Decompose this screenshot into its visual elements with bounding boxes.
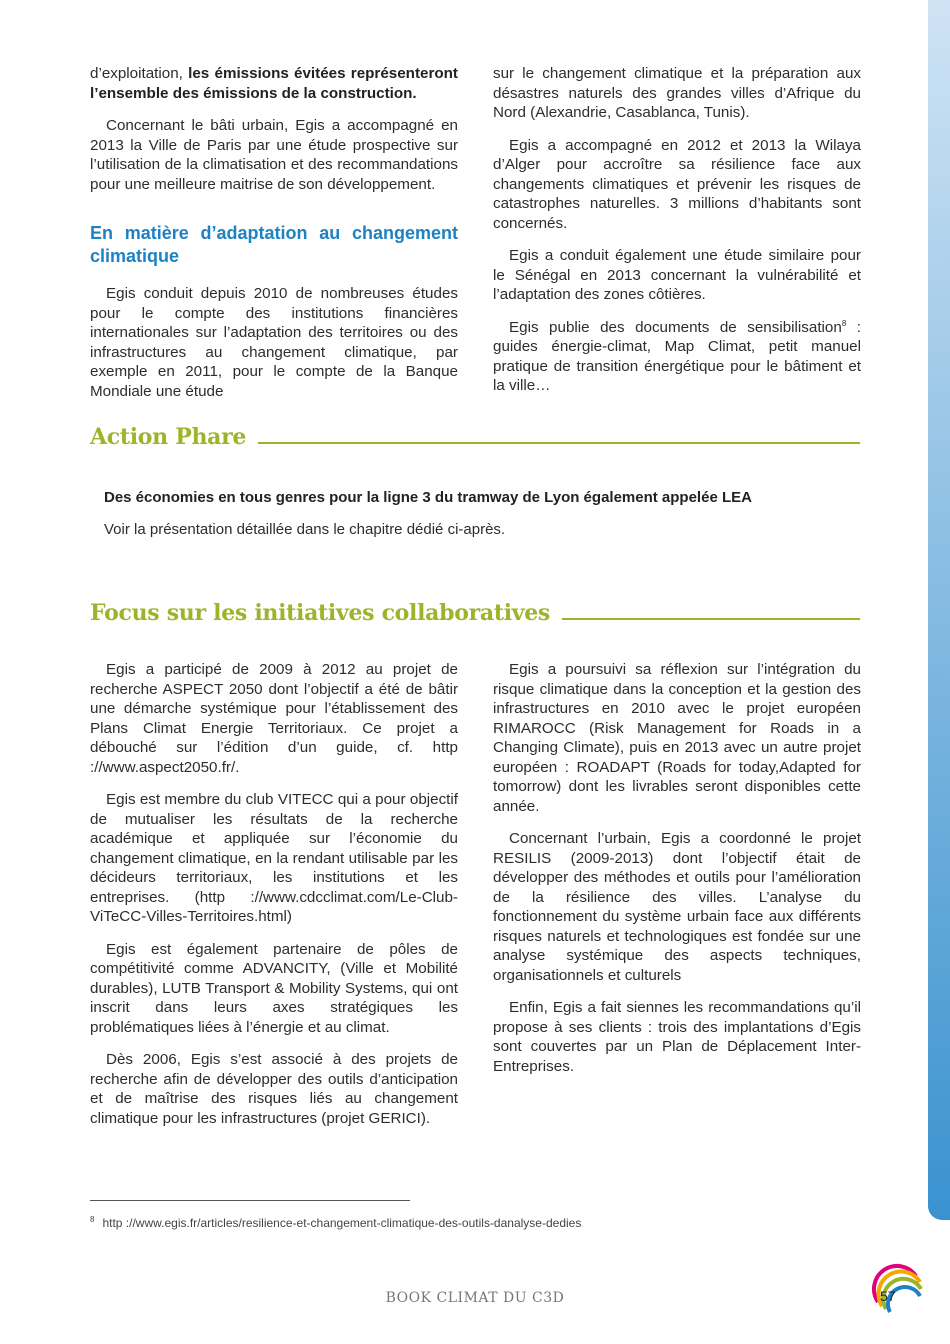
side-color-strip [928, 0, 950, 1220]
action-phare-header [90, 424, 860, 450]
action-text: Voir la présentation détaillée dans le chapitre dédié ci-après. [104, 521, 506, 538]
paragraph: Egis conduit depuis 2010 de nombreuses études pour le compte des institutions financières internationales sur l’adaptation des territoires ou des infrastructures au changement climatique, par exemple en 2011, pour le compte de la Banque Mondiale une étude [90, 285, 458, 400]
top-right-column [493, 64, 861, 409]
focus-right-column [493, 660, 861, 1089]
paragraph: Egis a poursuivi sa réflexion sur l’intégration du risque climatique dans la conception et la gestion des infrastructures en 2010 avec le projet européen RIMAROCC (Risk Management for Roads in a Changing Climate), puis en 2013 avec un autre projet européen : ROADAPT (Roads for today,Adapted for tomorrow) dont les livrables seront disponibles cette année. [493, 661, 861, 815]
paragraph [493, 318, 861, 396]
footer-book-title: BOOK CLIMAT DU C3D [385, 1290, 565, 1306]
paragraph: Concernant l’urbain, Egis a coordonné le projet RESILIS (2009-2013) dont l’objectif était de développer des méthodes et outils pour l’amélioration de la résilience des villes. L’analyse du fonctionnement du système urbain face aux différents risques naturels et technologiques est fondée sur une analyse systémique des aspects techniques, organisationnels et culturels [493, 830, 861, 984]
paragraph-text: : guides énergie-climat, Map Climat, petit manuel pratique de transition énergétique pour le bâtiment et la ville… [493, 318, 861, 394]
paragraph-text: d’exploitation, [90, 65, 189, 82]
paragraph-text: Egis publie des documents de sensibilisation [509, 318, 842, 336]
top-left-column [90, 64, 458, 414]
section-rule [562, 618, 860, 620]
paragraph: Egis est membre du club VITECC qui a pour objectif de mutualiser les résultats de la recherche académique et appliquée sur l’économie du changement climatique, en la rendant utilisable par les décideurs territoriaux, les institutions et les entreprises. (http ://www.cdcclimat.com/Le-Club-ViTeCC-Villes-Territoires.html) [90, 791, 458, 925]
focus-left-column [90, 660, 458, 1141]
footnote-number: 8 [90, 1215, 95, 1224]
paragraph: Enfin, Egis a fait siennes les recommandations qu’il propose à ses clients : trois des implantations d’Egis sont couvertes par un Plan de Déplacement Inter-Entreprises. [493, 999, 861, 1075]
paragraph [90, 64, 458, 103]
footnote [90, 1216, 581, 1230]
paragraph: Egis est également partenaire de pôles de compétitivité comme ADVANCITY, (Ville et Mobilité durables), LUTB Transport & Mobility Systems, qui ont inscrit dans leurs axes stratégiques les problématiques liées à l’énergie et au climat. [90, 940, 458, 1036]
paragraph: Egis a accompagné en 2012 et 2013 la Wilaya d’Alger pour accroître sa résilience face aux changements climatiques et prévenir les risques de catastrophes naturelles. 3 millions d’habitants sont concernés. [493, 136, 861, 232]
paragraph: Egis a conduit également une étude similaire pour le Sénégal en 2013 concernant la vulnérabilité et l’adaptation des zones côtières. [493, 247, 861, 303]
paragraph: sur le changement climatique et la préparation aux désastres naturels des grandes villes d’Afrique du Nord (Alexandrie, Casablanca, Tunis). [493, 65, 861, 121]
focus-header [90, 600, 860, 626]
page-number: 57 [880, 1288, 896, 1304]
footnote-divider [90, 1200, 410, 1201]
section-title: Action Phare [90, 424, 247, 450]
c3d-logo-icon [870, 1262, 926, 1318]
subsection-heading: En matière d’adaptation au changement climatique [90, 223, 458, 266]
action-headline: Des économies en tous genres pour la ligne 3 du tramway de Lyon également appelée LEA [104, 489, 752, 506]
paragraph: Concernant le bâti urbain, Egis a accompagné en 2013 la Ville de Paris par une étude prospective sur l’utilisation de la climatisation et des recommandations pour une meilleure maitrise de son développement. [90, 117, 458, 193]
section-title: Focus sur les initiatives collaboratives [90, 600, 551, 626]
paragraph: Egis a participé de 2009 à 2012 au projet de recherche ASPECT 2050 dont l’objectif a été de bâtir une démarche systémique pour l’établissement des Plans Climat Energie Territoriaux. Ce projet a débouché sur l’édition d’un guide, cf. http ://www.aspect2050.fr/. [90, 661, 458, 776]
footnote-ref: 8 [841, 318, 847, 328]
section-rule [258, 442, 860, 444]
footnote-link[interactable]: http ://www.egis.fr/articles/resilience-et-changement-climatique-des-outils-danalyse-dedies [102, 1216, 582, 1230]
action-phare-block [104, 488, 860, 540]
paragraph-bold-text: les émissions évitées représenteront l’ensemble des émissions de la construction. [90, 65, 458, 102]
paragraph: Dès 2006, Egis s’est associé à des projets de recherche afin de développer des outils d’anticipation et de maîtrise des risques liés au changement climatique pour les infrastructures (projet GERICI). [90, 1051, 458, 1127]
